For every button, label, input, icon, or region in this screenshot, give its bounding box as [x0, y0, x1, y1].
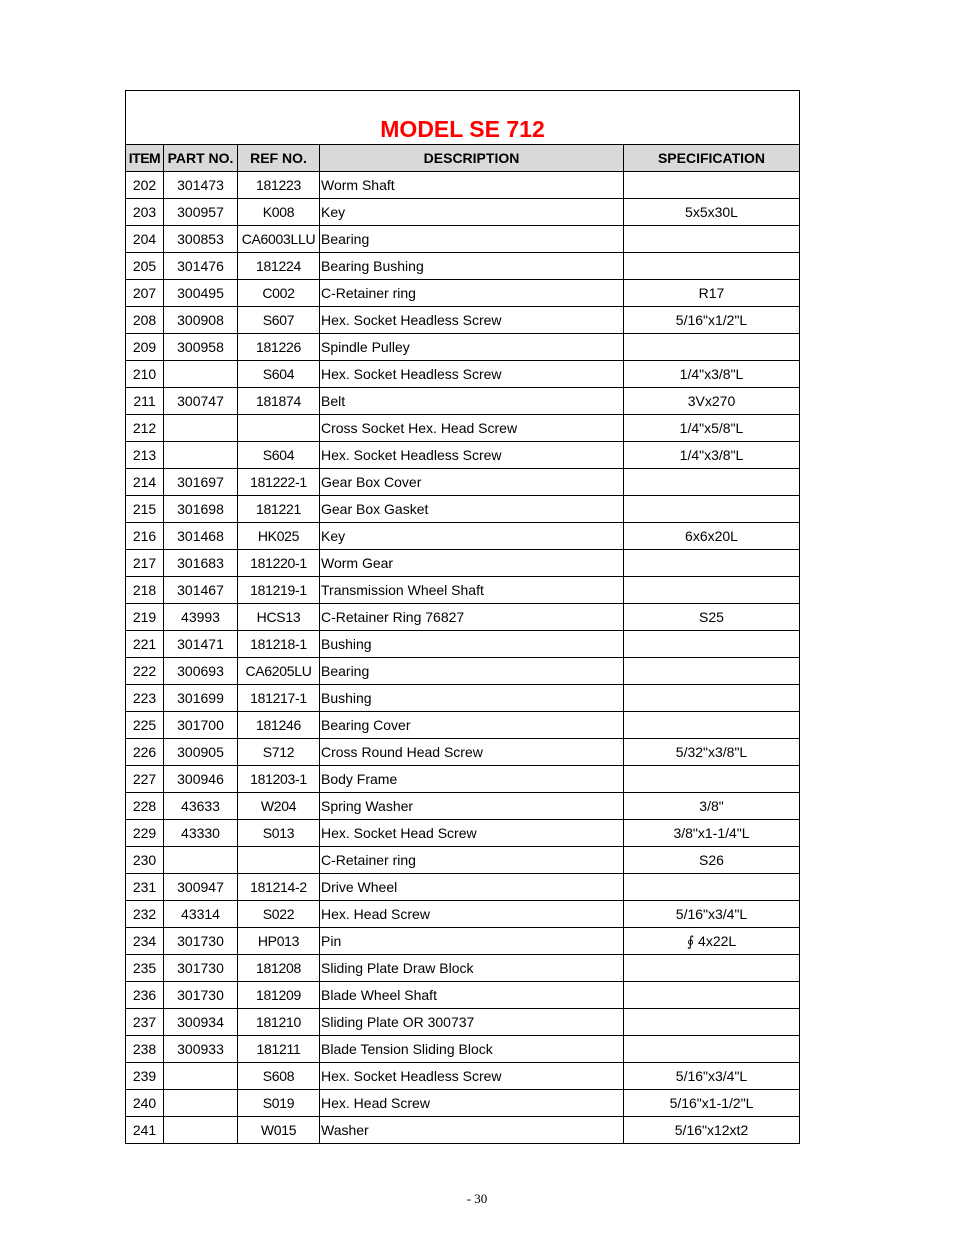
item-cell: 213 [126, 442, 164, 469]
item-cell: 241 [126, 1117, 164, 1144]
item-cell: 216 [126, 523, 164, 550]
part-no-cell: 300747 [164, 388, 238, 415]
part-no-cell [164, 1090, 238, 1117]
table-row [126, 847, 800, 874]
ref-no-cell: W204 [238, 793, 320, 820]
ref-no-cell: S608 [238, 1063, 320, 1090]
ref-no-cell: S604 [238, 361, 320, 388]
ref-no-cell: 181222-1 [238, 469, 320, 496]
part-no-cell: 300693 [164, 658, 238, 685]
ref-no-cell: 181208 [238, 955, 320, 982]
item-cell: 232 [126, 901, 164, 928]
table-row [126, 361, 800, 388]
ref-no-cell: 181209 [238, 982, 320, 1009]
item-cell: 237 [126, 1009, 164, 1036]
table-row [126, 1117, 800, 1144]
specification-cell: S25 [624, 604, 800, 631]
description-cell: Key [320, 523, 624, 550]
table-row [126, 226, 800, 253]
table-row [126, 766, 800, 793]
ref-no-cell: 181210 [238, 1009, 320, 1036]
part-no-cell: 300853 [164, 226, 238, 253]
ref-no-cell: S013 [238, 820, 320, 847]
specification-cell [624, 172, 800, 199]
table-row [126, 1009, 800, 1036]
item-cell: 212 [126, 415, 164, 442]
table-row [126, 523, 800, 550]
specification-cell [624, 469, 800, 496]
item-cell: 235 [126, 955, 164, 982]
part-no-cell: 301730 [164, 928, 238, 955]
ref-no-cell [238, 415, 320, 442]
description-cell: Hex. Socket Head Screw [320, 820, 624, 847]
specification-cell: 3Vx270 [624, 388, 800, 415]
part-no-cell: 300905 [164, 739, 238, 766]
specification-cell [624, 874, 800, 901]
description-cell: Hex. Socket Headless Screw [320, 442, 624, 469]
specification-cell: R17 [624, 280, 800, 307]
ref-no-cell: K008 [238, 199, 320, 226]
item-cell: 239 [126, 1063, 164, 1090]
column-header-part-no: PART NO. [164, 145, 238, 172]
header-row [126, 145, 800, 172]
ref-no-cell: HK025 [238, 523, 320, 550]
part-no-cell: 300908 [164, 307, 238, 334]
item-cell: 215 [126, 496, 164, 523]
part-no-cell: 301698 [164, 496, 238, 523]
specification-cell [624, 631, 800, 658]
specification-cell [624, 1009, 800, 1036]
description-cell: Pin [320, 928, 624, 955]
part-no-cell: 300958 [164, 334, 238, 361]
description-cell: Washer [320, 1117, 624, 1144]
part-no-cell: 301476 [164, 253, 238, 280]
description-cell: Blade Tension Sliding Block [320, 1036, 624, 1063]
item-cell: 236 [126, 982, 164, 1009]
specification-cell [624, 766, 800, 793]
ref-no-cell: S019 [238, 1090, 320, 1117]
ref-no-cell: 181226 [238, 334, 320, 361]
part-no-cell [164, 847, 238, 874]
specification-cell [624, 712, 800, 739]
item-cell: 205 [126, 253, 164, 280]
table-row [126, 307, 800, 334]
item-cell: 226 [126, 739, 164, 766]
part-no-cell: 301683 [164, 550, 238, 577]
ref-no-cell: 181220-1 [238, 550, 320, 577]
specification-cell: S26 [624, 847, 800, 874]
ref-no-cell: 181218-1 [238, 631, 320, 658]
specification-cell [624, 253, 800, 280]
part-no-cell: 301700 [164, 712, 238, 739]
ref-no-cell: 181223 [238, 172, 320, 199]
title-cell [126, 91, 800, 145]
table-row [126, 739, 800, 766]
item-cell: 203 [126, 199, 164, 226]
ref-no-cell: CA6003LLU [238, 226, 320, 253]
table-row [126, 631, 800, 658]
item-cell: 208 [126, 307, 164, 334]
table-row [126, 928, 800, 955]
description-cell: Worm Gear [320, 550, 624, 577]
description-cell: C-Retainer Ring 76827 [320, 604, 624, 631]
description-cell: Bushing [320, 631, 624, 658]
table-row [126, 388, 800, 415]
part-no-cell: 301730 [164, 982, 238, 1009]
specification-cell: 3/8" [624, 793, 800, 820]
ref-no-cell: 181221 [238, 496, 320, 523]
description-cell: Hex. Head Screw [320, 901, 624, 928]
item-cell: 217 [126, 550, 164, 577]
item-cell: 228 [126, 793, 164, 820]
specification-cell: 6x6x20L [624, 523, 800, 550]
description-cell: Spring Washer [320, 793, 624, 820]
item-cell: 211 [126, 388, 164, 415]
table-row [126, 415, 800, 442]
table-row [126, 334, 800, 361]
table-row [126, 1063, 800, 1090]
table-row [126, 1090, 800, 1117]
specification-cell: 1/4"x3/8"L [624, 442, 800, 469]
table-row [126, 820, 800, 847]
ref-no-cell: S022 [238, 901, 320, 928]
specification-cell [624, 496, 800, 523]
ref-no-cell: 181224 [238, 253, 320, 280]
part-no-cell: 43330 [164, 820, 238, 847]
description-cell: Worm Shaft [320, 172, 624, 199]
item-cell: 222 [126, 658, 164, 685]
description-cell: Hex. Socket Headless Screw [320, 361, 624, 388]
specification-cell: 5/16"x1/2"L [624, 307, 800, 334]
table-row [126, 658, 800, 685]
ref-no-cell: 181874 [238, 388, 320, 415]
ref-no-cell: S712 [238, 739, 320, 766]
table-row [126, 955, 800, 982]
part-no-cell [164, 361, 238, 388]
specification-cell: ∮ 4x22L [624, 928, 800, 955]
part-no-cell [164, 1117, 238, 1144]
item-cell: 229 [126, 820, 164, 847]
description-cell: Belt [320, 388, 624, 415]
ref-no-cell: C002 [238, 280, 320, 307]
column-header-description: DESCRIPTION [320, 145, 624, 172]
specification-cell [624, 577, 800, 604]
item-cell: 223 [126, 685, 164, 712]
description-cell: Bushing [320, 685, 624, 712]
ref-no-cell: 181217-1 [238, 685, 320, 712]
ref-no-cell: HCS13 [238, 604, 320, 631]
part-no-cell: 43314 [164, 901, 238, 928]
item-cell: 218 [126, 577, 164, 604]
specification-cell: 1/4"x3/8"L [624, 361, 800, 388]
title-row [126, 91, 800, 145]
parts-list-sheet [125, 90, 799, 1144]
item-cell: 207 [126, 280, 164, 307]
description-cell: Bearing Bushing [320, 253, 624, 280]
specification-cell [624, 226, 800, 253]
item-cell: 234 [126, 928, 164, 955]
table-row [126, 712, 800, 739]
item-cell: 227 [126, 766, 164, 793]
item-cell: 210 [126, 361, 164, 388]
description-cell: Drive Wheel [320, 874, 624, 901]
item-cell: 202 [126, 172, 164, 199]
ref-no-cell: CA6205LU [238, 658, 320, 685]
description-cell: Sliding Plate OR 300737 [320, 1009, 624, 1036]
part-no-cell: 301730 [164, 955, 238, 982]
table-row [126, 577, 800, 604]
specification-cell: 5x5x30L [624, 199, 800, 226]
item-cell: 219 [126, 604, 164, 631]
specification-cell [624, 550, 800, 577]
ref-no-cell: S607 [238, 307, 320, 334]
specification-cell [624, 685, 800, 712]
part-no-cell: 300946 [164, 766, 238, 793]
parts-table [125, 90, 800, 1144]
table-row [126, 901, 800, 928]
part-no-cell [164, 442, 238, 469]
column-header-ref-no: REF NO. [238, 145, 320, 172]
specification-cell [624, 658, 800, 685]
part-no-cell: 300495 [164, 280, 238, 307]
item-cell: 225 [126, 712, 164, 739]
table-row [126, 253, 800, 280]
description-cell: C-Retainer ring [320, 280, 624, 307]
ref-no-cell: HP013 [238, 928, 320, 955]
table-row [126, 982, 800, 1009]
specification-cell: 5/16"x1-1/2"L [624, 1090, 800, 1117]
specification-cell: 5/16"x3/4"L [624, 1063, 800, 1090]
item-cell: 231 [126, 874, 164, 901]
specification-cell: 1/4"x5/8"L [624, 415, 800, 442]
page-number: - 30 [466, 1191, 488, 1206]
description-cell: Blade Wheel Shaft [320, 982, 624, 1009]
item-cell: 238 [126, 1036, 164, 1063]
table-row [126, 1036, 800, 1063]
description-cell: Bearing [320, 226, 624, 253]
column-header-specification: SPECIFICATION [624, 145, 800, 172]
part-no-cell: 301473 [164, 172, 238, 199]
part-no-cell: 301467 [164, 577, 238, 604]
item-cell: 214 [126, 469, 164, 496]
part-no-cell: 300947 [164, 874, 238, 901]
item-cell: 221 [126, 631, 164, 658]
table-row [126, 685, 800, 712]
specification-cell: 5/32"x3/8"L [624, 739, 800, 766]
description-cell: Bearing [320, 658, 624, 685]
ref-no-cell [238, 847, 320, 874]
specification-cell: 5/16"x12xt2 [624, 1117, 800, 1144]
part-no-cell [164, 415, 238, 442]
part-no-cell: 300957 [164, 199, 238, 226]
description-cell: Spindle Pulley [320, 334, 624, 361]
table-row [126, 442, 800, 469]
part-no-cell: 300933 [164, 1036, 238, 1063]
table-row [126, 550, 800, 577]
part-no-cell: 301697 [164, 469, 238, 496]
ref-no-cell: 181219-1 [238, 577, 320, 604]
item-cell: 204 [126, 226, 164, 253]
ref-no-cell: 181211 [238, 1036, 320, 1063]
part-no-cell: 301699 [164, 685, 238, 712]
description-cell: Gear Box Gasket [320, 496, 624, 523]
specification-cell: 3/8"x1-1/4"L [624, 820, 800, 847]
table-row [126, 496, 800, 523]
ref-no-cell: S604 [238, 442, 320, 469]
table-row [126, 793, 800, 820]
part-no-cell: 43993 [164, 604, 238, 631]
part-no-cell: 301471 [164, 631, 238, 658]
specification-cell [624, 1036, 800, 1063]
description-cell: Hex. Socket Headless Screw [320, 1063, 624, 1090]
specification-cell [624, 982, 800, 1009]
description-cell: Sliding Plate Draw Block [320, 955, 624, 982]
ref-no-cell: 181203-1 [238, 766, 320, 793]
part-no-cell: 43633 [164, 793, 238, 820]
column-header-item: ITEM [126, 145, 164, 172]
description-cell: Hex. Socket Headless Screw [320, 307, 624, 334]
description-cell: Transmission Wheel Shaft [320, 577, 624, 604]
description-cell: Key [320, 199, 624, 226]
description-cell: Bearing Cover [320, 712, 624, 739]
table-row [126, 199, 800, 226]
description-cell: Cross Round Head Screw [320, 739, 624, 766]
description-cell: Cross Socket Hex. Head Screw [320, 415, 624, 442]
part-no-cell: 301468 [164, 523, 238, 550]
table-row [126, 172, 800, 199]
table-row [126, 604, 800, 631]
specification-cell [624, 955, 800, 982]
item-cell: 240 [126, 1090, 164, 1117]
parts-table-body [126, 172, 800, 1144]
description-cell: Hex. Head Screw [320, 1090, 624, 1117]
description-cell: Gear Box Cover [320, 469, 624, 496]
description-cell: C-Retainer ring [320, 847, 624, 874]
item-cell: 230 [126, 847, 164, 874]
ref-no-cell: 181214-2 [238, 874, 320, 901]
item-cell: 209 [126, 334, 164, 361]
ref-no-cell: W015 [238, 1117, 320, 1144]
part-no-cell [164, 1063, 238, 1090]
part-no-cell: 300934 [164, 1009, 238, 1036]
specification-cell: 5/16"x3/4"L [624, 901, 800, 928]
specification-cell [624, 334, 800, 361]
ref-no-cell: 181246 [238, 712, 320, 739]
table-row [126, 469, 800, 496]
description-cell: Body Frame [320, 766, 624, 793]
table-row [126, 874, 800, 901]
model-title: MODEL SE 712 [380, 116, 545, 142]
table-row [126, 280, 800, 307]
